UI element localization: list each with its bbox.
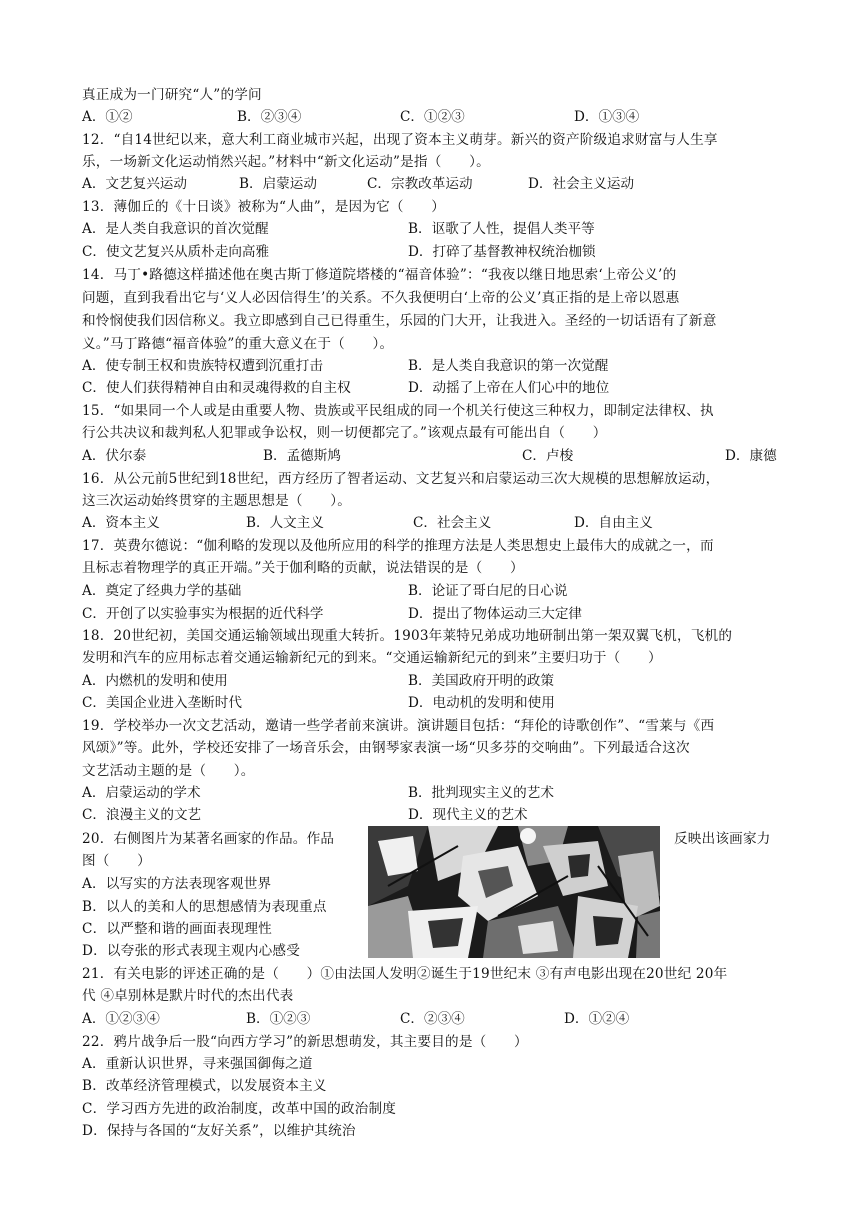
option-b: B．批判现实主义的艺术 — [408, 785, 554, 801]
option-b: B．以人的美和人的思想感情为表现重点 — [82, 899, 327, 915]
question-20-stem-left: 20．右侧图片为某著名画家的作品。作品 — [82, 831, 335, 847]
question-14-stem: 问题，直到我看出它与‘义人必因信得生’的关系。不久我便明白‘上帝的公义’真正指的是上帝以恩惠 — [82, 290, 680, 306]
option-a: A．使专制王权和贵族特权遭到沉重打击 — [82, 358, 323, 374]
option-d: D．现代主义的艺术 — [408, 807, 528, 823]
option-a: A．奠定了经典力学的基础 — [82, 583, 242, 599]
question-14-stem: 14．马丁•路德这样描述他在奥古斯丁修道院塔楼的“福音体验”：“我夜以继日地思索‘上帝公义’的 — [82, 267, 677, 283]
question-17-stem: 17．英费尔德说：“伽利略的发现以及他所应用的科学的推理方法是人类思想史上最伟大的成就之一，而 — [82, 538, 714, 554]
question-18-stem: 发明和汽车的应用标志着交通运输新纪元的到来。“交通运输新纪元的到来”主要归功于（ ） — [82, 650, 662, 666]
question-13-stem: 13．薄伽丘的《十日谈》被称为“人曲”，是因为它（ ） — [82, 199, 446, 215]
question-22-stem: 22．鸦片战争后一股“向西方学习”的新思想萌发，其主要目的是（ ） — [82, 1034, 528, 1050]
option-a: A．启蒙运动的学术 — [82, 785, 201, 801]
question-21-stem: 21．有关电影的评述正确的是（ ）①由法国人发明②诞生于19世纪末 ③有声电影出现在20世纪 20年 — [82, 966, 728, 982]
option-c: C．使文艺复兴从质朴走向高雅 — [82, 244, 270, 260]
option-d: D．①②④ — [564, 1011, 630, 1027]
option-d: D．电动机的发明和使用 — [408, 695, 555, 711]
option-a: A．重新认识世界，寻来强国御侮之道 — [82, 1056, 313, 1072]
painting-artwork — [368, 826, 660, 958]
question-15-stem: 行公共决议和裁判私人犯罪或争讼权，则一切便都完了。”该观点最有可能出自（ ） — [82, 425, 607, 441]
option-c: C．开创了以实验事实为根据的近代科学 — [82, 606, 324, 622]
option-b: B．改革经济管理模式，以发展资本主义 — [82, 1078, 327, 1094]
question-19-stem: 19．学校举办一次文艺活动，邀请一些学者前来演讲。演讲题目包括：“拜伦的诗歌创作”、“雪莱与《西 — [82, 718, 715, 734]
question-21-stem: 代 ④卓别林是默片时代的杰出代表 — [82, 988, 294, 1004]
option-b: B．论证了哥白尼的日心说 — [408, 583, 568, 599]
question-20-stem: 图（ ） — [82, 853, 151, 869]
option-b: B．①②③ — [246, 1011, 311, 1027]
question-11-stem-tail: 真正成为一门研究“人”的学问 — [82, 87, 262, 103]
option-a: A．伏尔泰 — [82, 448, 147, 464]
option-d: D．社会主义运动 — [528, 176, 635, 192]
option-a: A．内燃机的发明和使用 — [82, 673, 228, 689]
option-b: B．启蒙运动 — [239, 176, 317, 192]
option-d: D．康德 — [725, 448, 777, 464]
option-a: A．资本主义 — [82, 515, 160, 531]
option-c: C．美国企业进入垄断时代 — [82, 695, 242, 711]
question-20-stem-right: 反映出该画家力 — [674, 831, 771, 847]
option-c: C．浪漫主义的文艺 — [82, 807, 202, 823]
option-a: A．是人类自我意识的首次觉醒 — [82, 221, 269, 237]
option-c: C．使人们获得精神自由和灵魂得救的自主权 — [82, 380, 351, 396]
question-14-stem: 义。”马丁路德“福音体验”的重大意义在于（ ）。 — [82, 336, 394, 352]
option-c: C．社会主义 — [413, 515, 492, 531]
question-16-stem: 16．从公元前5世纪到18世纪，西方经历了智者运动、文艺复兴和启蒙运动三次大规模的思想解放运动， — [82, 471, 720, 487]
option-d: D．自由主义 — [574, 515, 653, 531]
guernica-painting-image — [368, 826, 660, 958]
option-a: A．文艺复兴运动 — [82, 176, 187, 192]
option-c: C．卢梭 — [522, 448, 574, 464]
option-c: C．学习西方先进的政治制度，改革中国的政治制度 — [82, 1101, 397, 1117]
option-b: B．孟德斯鸠 — [263, 448, 341, 464]
option-b: B．②③④ — [237, 109, 302, 125]
option-b: B．是人类自我意识的第一次觉醒 — [408, 358, 609, 374]
question-19-stem: 文艺活动主题的是（ ）。 — [82, 763, 255, 779]
option-a: A．①② — [82, 109, 133, 125]
option-b: B．人文主义 — [246, 515, 324, 531]
question-16-stem: 这三次运动始终贯穿的主题思想是（ ）。 — [82, 493, 352, 509]
option-c: C．宗教改革运动 — [367, 176, 473, 192]
option-d: D．保持与各国的“友好关系”，以维护其统治 — [82, 1123, 356, 1139]
option-c: C．以严整和谐的画面表现理性 — [82, 921, 272, 937]
question-17-stem: 且标志着物理学的真正开端。”关于伽利略的贡献，说法错误的是（ ） — [82, 560, 524, 576]
option-a: A．以写实的方法表现客观世界 — [82, 876, 272, 892]
question-18-stem: 18．20世纪初，美国交通运输领域出现重大转折。1903年莱特兄弟成功地研制出第一架双翼飞机，飞机的 — [82, 628, 733, 644]
option-d: D．动摇了上帝在人们心中的地位 — [408, 380, 610, 396]
question-12-stem: 12．“自14世纪以来，意大利工商业城市兴起，出现了资本主义萌芽。新兴的资产阶级追求财富与人生享 — [82, 132, 718, 148]
option-c: C．②③④ — [400, 1011, 465, 1027]
option-d: D．以夸张的形式表现主观内心感受 — [82, 943, 301, 959]
option-b: B．讴歌了人性，提倡人类平等 — [408, 221, 595, 237]
option-b: B．美国政府开明的政策 — [408, 673, 554, 689]
option-d: D．打碎了基督教神权统治枷锁 — [408, 244, 596, 260]
question-12-stem: 乐，一场新文化运动悄然兴起。”材料中“新文化运动”是指（ ）。 — [82, 154, 490, 170]
question-14-stem: 和怜悯使我们因信称义。我立即感到自己已得重生，乐园的门大开，让我进入。圣经的一切话语有了新意 — [82, 313, 717, 329]
question-19-stem: 风颂》”等。此外，学校还安排了一场音乐会，由钢琴家表演一场“贝多芬的交响曲”。下列最适合这次 — [82, 740, 690, 756]
option-c: C．①②③ — [400, 109, 465, 125]
option-d: D．提出了物体运动三大定律 — [408, 606, 583, 622]
option-a: A．①②③④ — [82, 1011, 160, 1027]
question-15-stem: 15．“如果同一个人或是由重要人物、贵族或平民组成的同一个机关行使这三种权力，即制定法律权、执 — [82, 403, 714, 419]
option-d: D．①③④ — [574, 109, 640, 125]
